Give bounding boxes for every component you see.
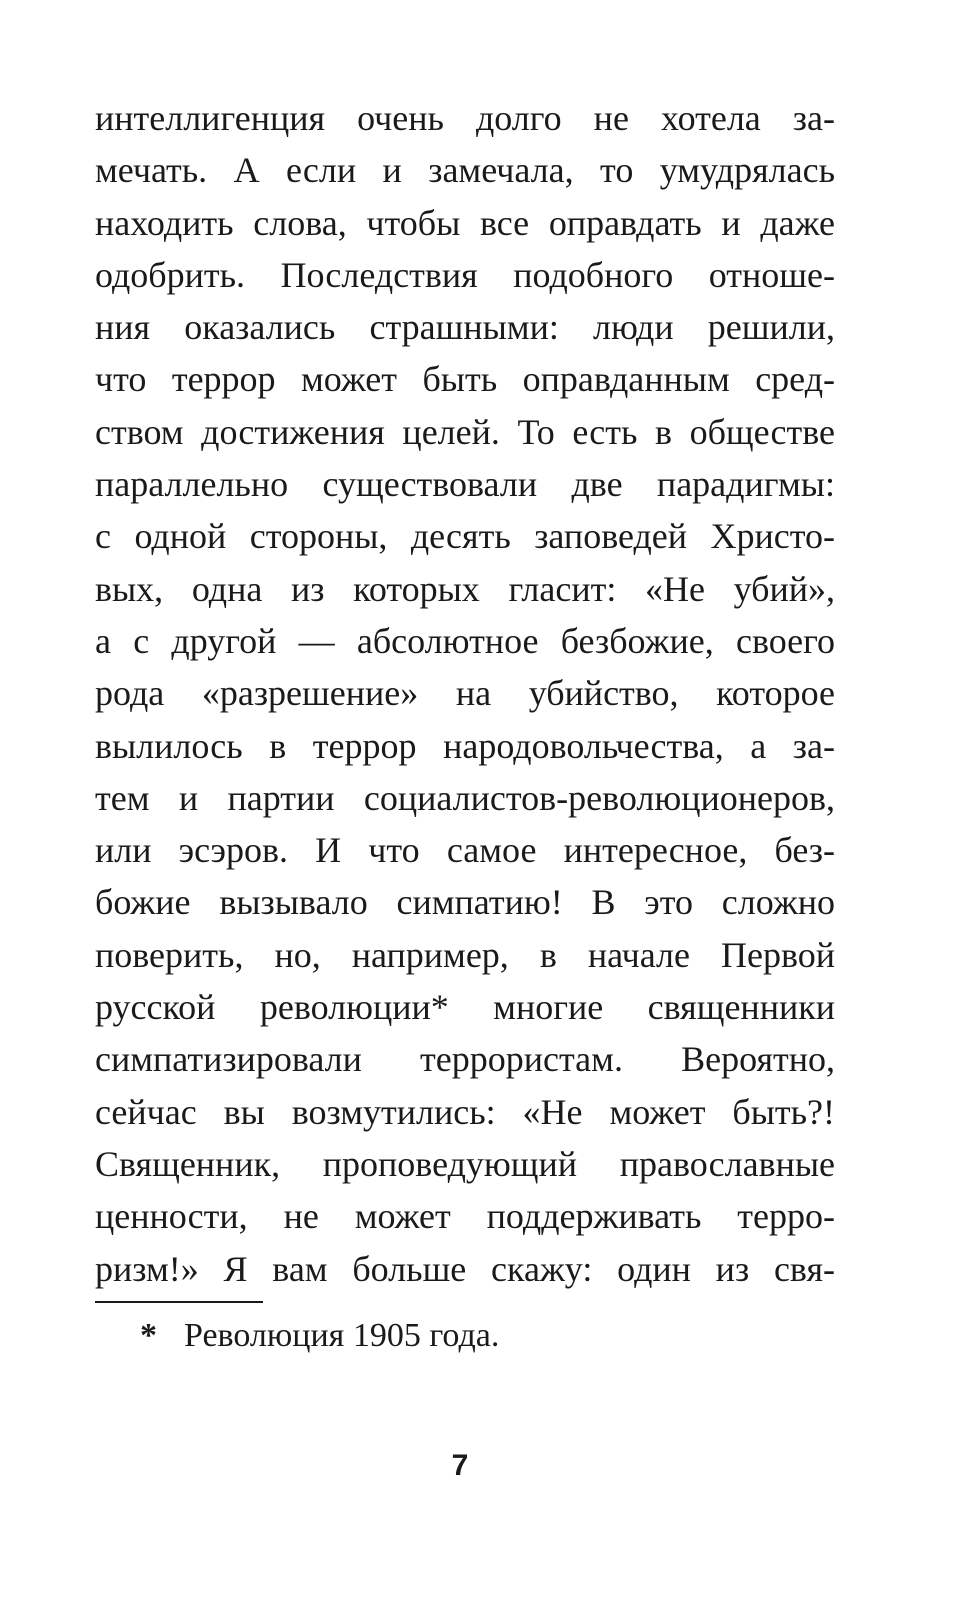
footnote-divider xyxy=(95,1301,263,1303)
text-line: рода «разрешение» на убийство, которое xyxy=(95,673,835,714)
text-line: Священник, проповедующий православные xyxy=(95,1143,835,1184)
text-line: интеллигенция очень долго не хотела за- xyxy=(95,98,835,138)
text-line: сейчас вы возмутились: «Не может быть?! xyxy=(95,1091,835,1132)
text-line: вылилось в террор народовольчества, а за- xyxy=(95,725,835,766)
body-text xyxy=(95,92,835,1295)
footnote-text: Революция 1905 года. xyxy=(184,1317,500,1354)
text-line: с одной стороны, десять заповедей Христо- xyxy=(95,516,835,557)
text-line: ством достижения целей. То есть в обществе xyxy=(95,411,835,452)
text-line: а с другой — абсолютное безбожие, своего xyxy=(95,620,835,661)
text-line: ризм!» Я вам больше скажу: один из свя- xyxy=(95,1248,835,1289)
text-line: ния оказались страшными: люди решили, xyxy=(95,307,835,348)
page-number: 7 xyxy=(451,1449,469,1482)
text-line: находить слова, чтобы все оправдать и даже xyxy=(95,202,835,243)
text-line: тем и партии социалистов-революционеров, xyxy=(95,777,835,818)
text-line: что террор может быть оправданным сред- xyxy=(95,359,835,400)
text-line: или эсэров. И что самое интересное, без- xyxy=(95,830,835,871)
text-line: симпатизировали террористам. Вероятно, xyxy=(95,1039,835,1080)
text-line: вых, одна из которых гласит: «Не убий», xyxy=(95,568,835,609)
text-line: ценности, не может поддерживать терро- xyxy=(95,1196,835,1237)
text-line: поверить, но, например, в начале Первой xyxy=(95,934,835,975)
footnote-marker: * xyxy=(140,1317,157,1354)
text-line: одобрить. Последствия подобного отноше- xyxy=(95,254,835,295)
text-line: параллельно существовали две парадигмы: xyxy=(95,464,835,505)
footnote xyxy=(140,1314,499,1358)
text-line: мечать. А если и замечала, то умудрялась xyxy=(95,150,835,191)
text-line: божие вызывало симпатию! В это сложно xyxy=(95,882,835,923)
text-line: русской революции* многие священники xyxy=(95,987,835,1028)
